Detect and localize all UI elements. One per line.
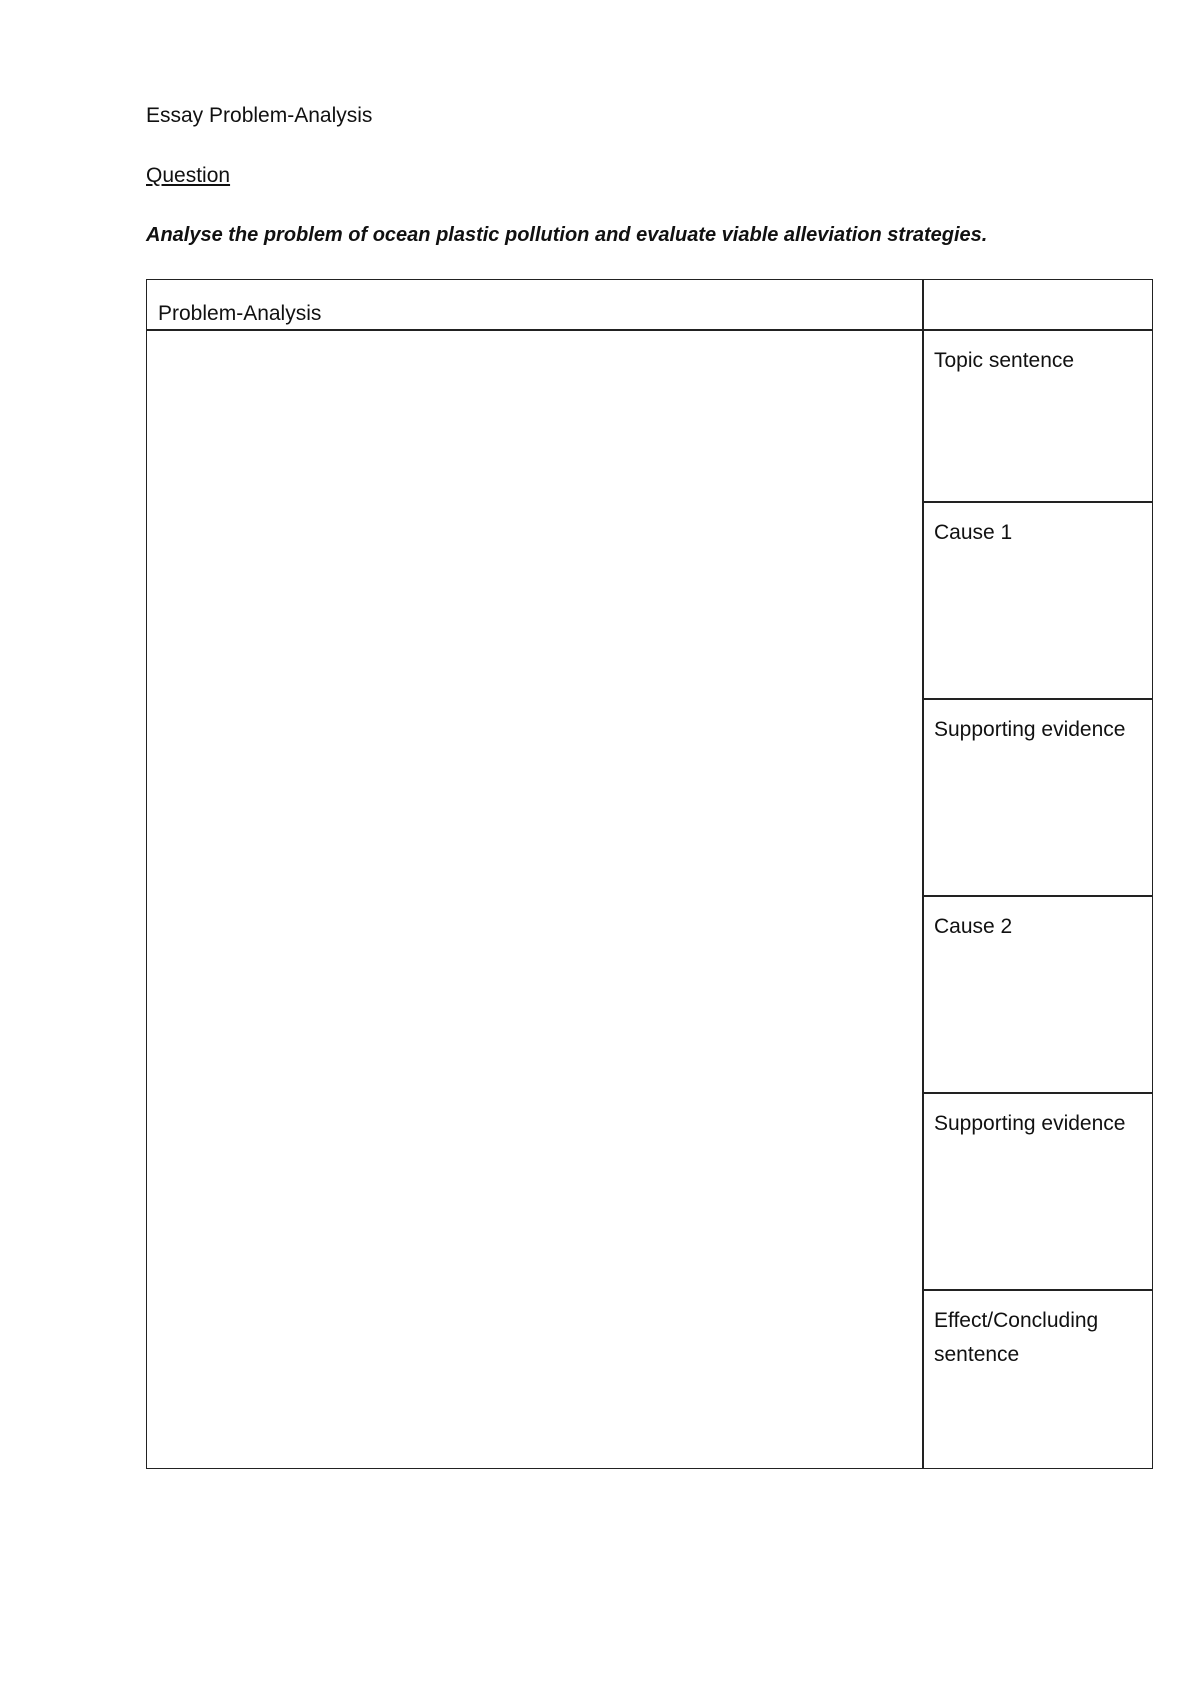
section-divider bbox=[922, 895, 1152, 897]
header-left-cell: Problem-Analysis bbox=[158, 302, 322, 325]
section-divider bbox=[922, 501, 1152, 503]
analysis-table bbox=[146, 279, 1153, 1469]
question-text: Analyse the problem of ocean plastic pollution and evaluate viable alleviation strategies. bbox=[146, 224, 988, 246]
section-label-topic-sentence: Topic sentence bbox=[934, 349, 1075, 372]
section-divider bbox=[922, 1092, 1152, 1094]
section-label-supporting-evidence-2: Supporting evidence bbox=[934, 1112, 1126, 1135]
section-label-cause-1: Cause 1 bbox=[934, 521, 1013, 544]
section-label-supporting-evidence-1: Supporting evidence bbox=[934, 718, 1126, 741]
writing-area[interactable] bbox=[147, 330, 922, 1468]
question-heading: Question bbox=[146, 164, 231, 187]
section-divider bbox=[922, 698, 1152, 700]
section-label-cause-2: Cause 2 bbox=[934, 915, 1013, 938]
doc-title: Essay Problem-Analysis bbox=[146, 104, 373, 127]
header-right-cell bbox=[924, 280, 1152, 329]
section-label-effect-concluding: Effect/Concluding sentence bbox=[934, 1309, 1099, 1366]
section-divider bbox=[922, 1289, 1152, 1291]
